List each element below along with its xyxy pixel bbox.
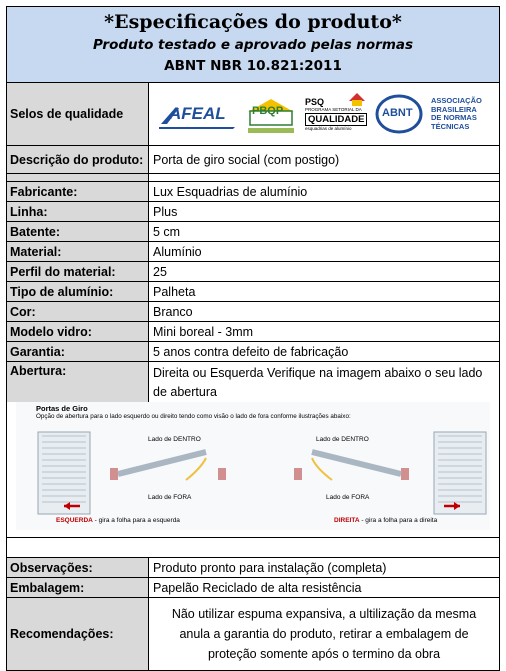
spec-row-cor: [7, 302, 499, 322]
norm-reference: ABNT NBR 10.821:2011: [164, 58, 342, 74]
blank-row: [7, 538, 499, 558]
spec-value: Direita ou Esquerda Verifique na imagem abaixo o seu lado de abertura: [153, 366, 483, 399]
left-caption: [56, 517, 180, 524]
spec-value: Mini boreal - 3mm: [153, 324, 254, 339]
spec-row-abertura: [7, 362, 499, 402]
spec-label: Tipo de alumínio:: [7, 282, 149, 301]
seals-logos: [149, 83, 499, 145]
seals-row: [7, 83, 499, 146]
left-word: ESQUERDA: [56, 517, 93, 524]
opening-illustration: [7, 402, 499, 538]
psq-text: PSQ: [305, 96, 325, 107]
spec-row-descricao: [7, 146, 499, 174]
spec-row-vidro: [7, 322, 499, 342]
spec-label: Embalagem:: [7, 578, 149, 597]
illustration-panel: [16, 402, 490, 530]
spec-value: Branco: [153, 304, 193, 319]
page-subtitle: Produto testado e aprovado pelas normas: [92, 37, 414, 53]
spec-sheet: [6, 6, 500, 671]
spec-row-recomendacoes: [7, 598, 499, 670]
abnt-text: ABNT: [382, 107, 413, 119]
spec-label: Recomendações:: [7, 598, 149, 670]
abnt-logo-icon: [375, 94, 423, 134]
seals-label: Selos de qualidade: [7, 83, 149, 145]
spec-value: Palheta: [153, 284, 196, 299]
psq-line3: esquadrias de alumínio: [305, 125, 352, 131]
psq-line1: PROGRAMA SETORIAL DA: [305, 106, 362, 112]
spec-row-linha: [7, 202, 499, 222]
spec-value: Lux Esquadrias de alumínio: [153, 184, 308, 199]
spec-value: 25: [153, 264, 167, 279]
right-desc: - gira a folha para a direita: [359, 517, 438, 524]
spec-label: Batente:: [7, 222, 149, 241]
spec-row-perfil: [7, 262, 499, 282]
spec-label: Observações:: [7, 558, 149, 577]
spec-row-embalagem: [7, 578, 499, 598]
outside-label-right: Lado de FORA: [326, 494, 370, 501]
spec-value: Papelão Reciclado de alta resistência: [153, 580, 362, 595]
spec-label: Modelo vidro:: [7, 322, 149, 341]
spec-row-spacer: [7, 174, 499, 182]
spec-value: Produto pronto para instalação (completa): [153, 560, 387, 575]
spec-row-fabricante: [7, 182, 499, 202]
illustration-caption: Opção de abertura para o lado esquerdo ou direito tendo como visão o lado de fora conforme ilustrações abaixo:: [36, 413, 351, 420]
spec-value: Não utilizar espuma expansiva, a ultilização da mesma anula a garantia do produto, retirar a embalagem de proteção somente após o termino da obra: [171, 607, 477, 661]
spec-label: Abertura:: [7, 362, 149, 402]
spec-row-garantia: [7, 342, 499, 362]
spec-value: 5 cm: [153, 224, 181, 239]
psq-line2: QUALIDADE: [305, 113, 367, 126]
afeal-text: AFEAL: [169, 104, 226, 123]
spec-row-tipo-aluminio: [7, 282, 499, 302]
right-word: DIREITA: [334, 517, 360, 524]
spec-label: Fabricante:: [7, 182, 149, 201]
header: [7, 7, 499, 83]
psq-logo-icon: [305, 91, 367, 137]
spec-label: Garantia:: [7, 342, 149, 361]
right-caption: [334, 517, 437, 524]
afeal-logo-icon: [157, 94, 237, 134]
inside-label-right: Lado de DENTRO: [316, 436, 369, 443]
spec-value: Plus: [153, 204, 178, 219]
abnt-association-text: ASSOCIAÇÃO BRASILEIRA DE NORMAS TÉCNICAS: [431, 96, 482, 131]
inside-label-left: Lado de DENTRO: [148, 436, 201, 443]
left-desc: - gira a folha para a esquerda: [92, 517, 180, 524]
pbqp-logo-icon: [245, 92, 297, 136]
spec-value: Alumínio: [153, 244, 202, 259]
illustration-title: Portas de Giro: [36, 404, 88, 413]
spec-label: Cor:: [7, 302, 149, 321]
pbqp-text: PBQP: [252, 105, 284, 117]
spec-row-batente: [7, 222, 499, 242]
spec-label: Linha:: [7, 202, 149, 221]
spec-label: Descrição do produto:: [7, 146, 149, 173]
spec-label: Material:: [7, 242, 149, 261]
spec-value: 5 anos contra defeito de fabricação: [153, 344, 349, 359]
spec-value: Porta de giro social (com postigo): [153, 152, 340, 167]
door-diagram-icon: [16, 402, 490, 530]
outside-label-left: Lado de FORA: [148, 494, 192, 501]
spec-row-material: [7, 242, 499, 262]
spec-label: Perfil do material:: [7, 262, 149, 281]
page-title: *Especificações do produto*: [104, 11, 402, 33]
spec-row-observacoes: [7, 558, 499, 578]
